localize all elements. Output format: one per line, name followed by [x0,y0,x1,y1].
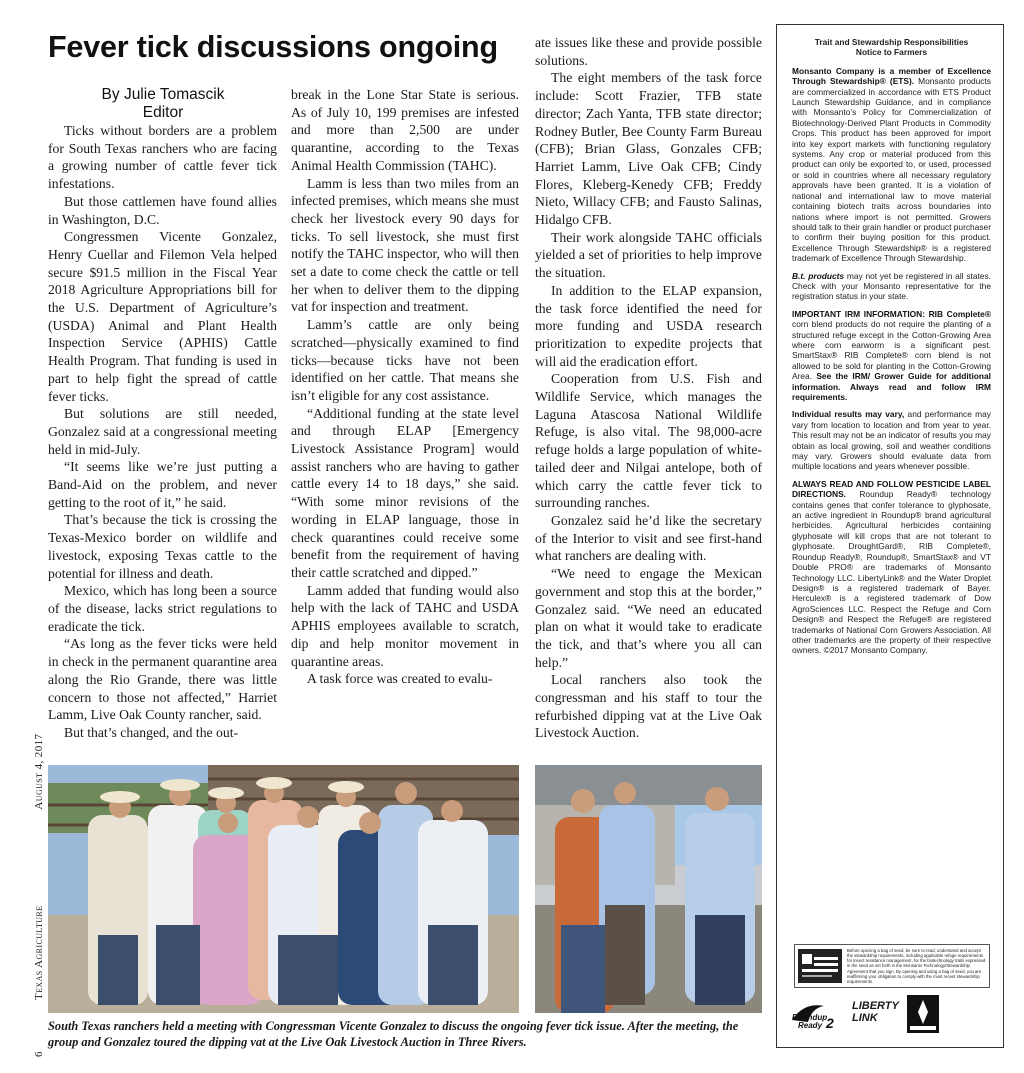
paragraph: “Additional funding at the state level and through ELAP [Emergency Livestock Assistance Program] would assist ranchers who are having to gather cattle every 14 to 18 days,” she said. “With some minor revisions of the wording in ELAP language, those in check quarantines could receive some benefit from the requirement of having their cattle scratched and dipped.” [291,405,519,580]
svg-text:2: 2 [826,1015,834,1030]
sidebar-paragraph [792,309,991,403]
paragraph: Lamm is less than two miles from an infected premises, which means she must check her livestock every 90 days for ticks. To sell livestock, she must first notify the TAHC inspector, who will then set a date to come check the cattle or tell her when to deliver them to the dipping vat for inspection and treatment. [291,175,519,315]
sidebar-title-line: Notice to Farmers [855,47,928,58]
sidebar-text: Monsanto products are commercialized in accordance with ETS Product Launch Stewardship Guidance, and in compliance with Monsanto’s Policy for Commercialization of Biotechnology-Derived Plant Products in Commodity Crops. This product has been approved for import into key export markets with functioning regulatory systems. Any crop or material produced from this product can only be exported to, or used, processed or sold in countries where all necessary regulatory approvals have been granted. It is a violation of national and international law to move material containing biotech traits across boundaries into nations where import is not permitted. Growers should talk to their grain handler or product purchaser to confirm their buying position for this product. Excellence Through Stewardship® is a registered trademark of Excellence Through Stewardship. [792,76,991,264]
stewardship-badge [794,944,990,988]
group-photo [48,765,519,1013]
paragraph: Congressmen Vicente Gonzalez, Henry Cuellar and Filemon Vela helped secure $91.5 million in the Fiscal Year 2018 Agriculture Appropriations bill for the U.S. Department of Agriculture’s (USDA) Animal and Plant Health Inspection Service (APHIS) Cattle Health Program. That funding is used in part to help fight the spread of cattle fever ticks. [48,229,277,404]
paragraph: “It seems like we’re just putting a Band-Aid on the problem, and never getting to the root of it,” he said. [48,459,277,510]
sidebar-paragraph [792,66,991,264]
sidebar-bold: Monsanto Company is a member of Excellence Through Stewardship® (ETS). [792,65,991,87]
paragraph: That’s because the tick is crossing the Texas-Mexico border on wildlife and livestock, exposing Texas cattle to the potential for illness and death. [48,512,277,581]
paragraph: In addition to the ELAP expansion, the task force identified the need for more funding and USDA research prioritization to expedite projects that will aid the eradication effort. [535,282,762,369]
sidebar-bold: IMPORTANT IRM INFORMATION: RIB Complete® [792,308,991,319]
sidebar-text: corn blend products do not require the planting of a structured refuge except in the Cotton-Growing Area where corn earworm is a significant pest. SmartStax® RIB Complete® corn blend is not allowed to be sold for planting in the Cotton-Growing Area. [792,319,991,382]
article-column-3 [535,34,762,742]
sidebar-title [792,37,991,58]
sidebar-paragraph [792,479,991,656]
publication-name: Texas Agriculture [33,905,45,1000]
paragraph-continued: ate issues like these and provide possible solutions. [535,35,762,68]
svg-text:Ready: Ready [798,1021,823,1030]
sidebar-text: Roundup Ready® technology contains genes that confer tolerance to glyphosate, an active ingredient in Roundup® brand agricultural herbicides. Agricultural herbicides containing glyphosate will kill crops that are not tolerant to glyphosate. DroughtGard®, RIB Complete®, Roundup Ready®, Roundup®, SmartStax® and VT Double PRO® are trademarks of Monsanto Technology LLC. LibertyLink® and the Water Droplet Design® is a registered trademark of Bayer. Herculex® is a registered trademark of Dow AgroSciences LLC. Respect the Refuge and Corn Design® and Respect the Refuge® are registered trademarks of National Corn Growers Association. All other trademarks are the property of their respective owners. ©2017 Monsanto Company. [792,489,991,656]
paragraph: “As long as the fever ticks were held in check in the permanent quarantine area along the Rio Grande, there was little concern to those not affected,” Harriet Lamm, Live Oak County rancher, said. [48,636,277,723]
article-column-1 [48,122,277,742]
svg-text:Roundup: Roundup [792,1013,828,1022]
byline-name: By Julie Tomascik [101,86,225,103]
paragraph: Cooperation from U.S. Fish and Wildlife Service, which manages the Laguna Atascosa National Wildlife Refuge, is also vital. The 98,000-acre refuge holds a large population of white-tailed deer and Nilgai antelope, both of which carry the cattle fever tick to surrounding ranches. [535,371,762,511]
paragraph: Ticks without borders are a problem for South Texas ranchers who are facing a growing number of cattle fever tick infestations. [48,123,277,192]
paragraph: But that’s changed, and the out- [64,724,239,740]
brand-logos [790,994,1000,1038]
paragraph: Lamm added that funding would also help with the lack of TAHC and USDA APHIS employees available to scratch, dip and help monitor movement in quarantine areas. [291,582,519,669]
page-number: 6 [33,1051,45,1057]
sidebar-paragraph [792,271,991,302]
badge-text: Before opening a bag of seed, be sure to read, understand and accept the stewardship requirements, including applicable refuge requirements for insect resistance management, for the biotechnology traits expressed in the seed as set forth in the Monsanto Technology/Stewardship Agreement that you sign. By opening and using a bag of seed, you are reaffirming your obligation to comply with the most recent stewardship requirements. [847,947,986,985]
headline: Fever tick discussions ongoing [48,30,498,64]
paragraph: A task force was created to evalu- [307,671,493,687]
sidebar-bold: See the IRM/ Grower Guide for additional information. Always read and follow IRM requirements. [792,371,991,402]
paragraph: Gonzalez said he’d like the secretary of the Interior to visit and see first-hand what ranchers are dealing with. [535,512,762,564]
sidebar-bold: ALWAYS READ AND FOLLOW PESTICIDE LABEL DIRECTIONS. [792,478,991,500]
paragraph-continued: break in the Lone Star State is serious. As of July 10, 199 premises are infested and more than 2,500 are under quarantine, according to the Texas Animal Health Commission (TAHC). [291,87,519,173]
byline [48,86,278,122]
irm-logo-icon [798,949,842,983]
paragraph: But solutions are still needed, Gonzalez said at a congressional meeting held in mid-July. [48,406,277,457]
stewardship-notice-sidebar [776,24,1004,1048]
sidebar-bold: B.t. products [792,270,845,281]
article-column-2 [291,86,519,688]
sidebar-title-line: Trait and Stewardship Responsibilities [814,37,969,47]
logo-text: LIBERTY [852,1000,899,1012]
photo-caption: South Texas ranchers held a meeting with Congressman Vicente Gonzalez to discuss the ongoing fever tick issue. After the meeting, the group and Gonzalez toured the dipping vat at the Live Oak Livestock Auction in Three Rivers. [48,1019,739,1049]
paragraph: Local ranchers also took the congressman and his staff to tour the refurbished dipping vat at the Live Oak Livestock Auction. [535,672,762,741]
sidebar-text: and performance may vary from location to location and from year to year. This result may not be an indicator of results you may obtain as local growing, soil and weather conditions may vary. Growers should evaluate data from multiple locations and years whenever possible. [792,409,991,472]
liberty-link-logo-icon [852,1000,902,1032]
roundup-ready-logo-icon [790,998,848,1030]
paragraph: “We need to engage the Mexican government and stop this at the border,” Gonzalez said. “We need an educated plan on what it would take to eradicate the tick, and that’s where you all can help.” [535,566,762,670]
page-folio [33,734,45,1000]
paragraph: Mexico, which has long been a source of the disease, lacks strict regulations to eradicate the tick. [48,583,277,634]
logo-text: LINK [852,1012,878,1024]
byline-role: Editor [142,104,184,121]
paragraph: The eight members of the task force include: Scott Frazier, TFB state director; Zach Yanta, TFB state director; Rodney Butler, Bee County Farm Bureau (CFB); Brian Glass, Gonzales CFB; Harriet Lamm, Live Oak CFB; Cindy Flores, Kleberg-Kenedy CFB; Freddy Nieto, Willacy CFB; and Fausto Salinas, Hidalgo CFB. [535,70,762,228]
respect-the-refuge-logo-icon [906,994,940,1034]
sidebar-paragraph [792,409,991,471]
sidebar-bold: Individual results may vary, [792,409,905,420]
dipping-vat-photo [535,765,762,1013]
paragraph: Lamm’s cattle are only being scratched—physically examined to find ticks—because ticks have not been identified on her cattle. That means she isn’t eligible for any cost assistance. [291,317,519,403]
paragraph: Their work alongside TAHC officials yielded a set of priorities to help improve the situation. [535,229,762,281]
paragraph: But those cattlemen have found allies in Washington, D.C. [48,193,277,227]
issue-date: August 4, 2017 [33,733,45,810]
sidebar-text: may not yet be registered in all states. Check with your Monsanto representative for the registration status in your state. [792,270,991,302]
